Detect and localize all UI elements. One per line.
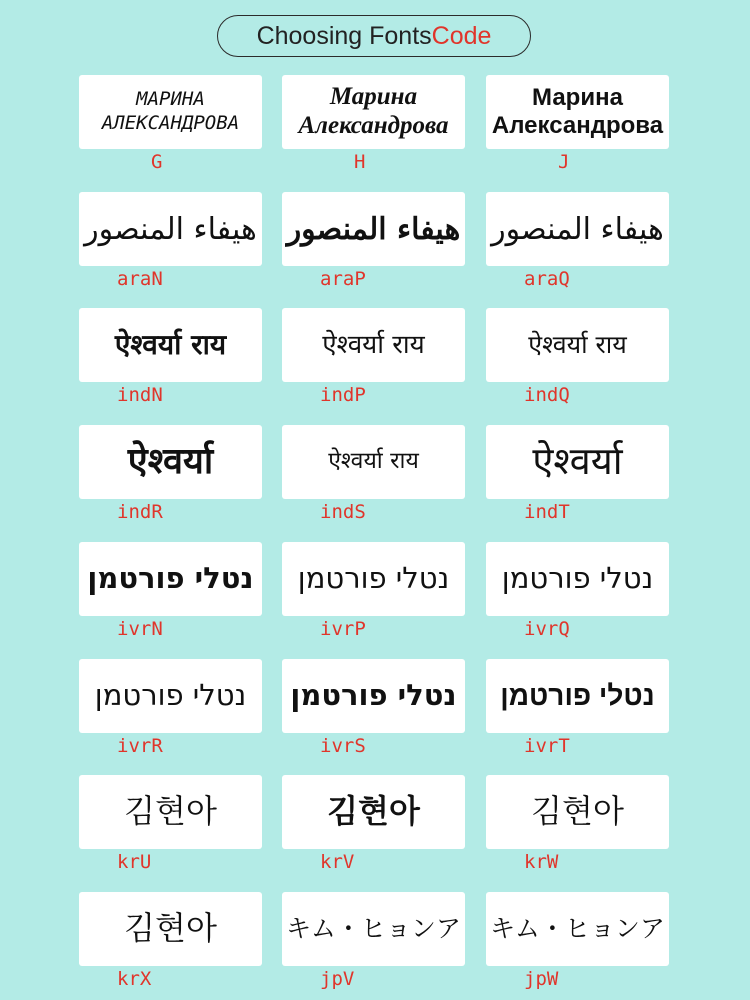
font-sample-text (327, 794, 420, 829)
font-sample-card[interactable] (282, 775, 465, 849)
font-sample-card[interactable] (282, 192, 465, 266)
font-code-label: jpV (320, 968, 355, 990)
font-code-label: indR (117, 501, 163, 523)
font-code-label: J (558, 151, 570, 173)
font-sample-text (328, 449, 419, 474)
font-sample-line: Александрова (298, 112, 449, 139)
font-code-label: indP (320, 384, 366, 406)
font-sample-line: ऐश्वर्या राय (322, 329, 425, 360)
font-sample-text (102, 88, 239, 136)
font-sample-card[interactable] (79, 192, 262, 266)
font-sample-line: ऐश्वर्या राय (328, 448, 419, 475)
font-sample-line: 김현아 (531, 792, 624, 831)
page-title-main: Choosing Fonts (256, 21, 432, 50)
font-sample-card[interactable] (282, 542, 465, 616)
font-sample-line: 김현아 (124, 792, 217, 831)
font-sample-card[interactable] (486, 659, 669, 733)
font-sample-card[interactable] (486, 892, 669, 966)
font-sample-line: АЛЕКСАНДРОВА (101, 112, 240, 134)
font-sample-line: נטלי פורטמן (290, 678, 457, 713)
font-sample-card[interactable] (282, 308, 465, 382)
font-sample-line: ऐश्वर्या (127, 441, 214, 483)
font-sample-text (490, 915, 665, 943)
font-code-label: ivrQ (524, 618, 570, 640)
font-sample-line: キム・ヒョンア (490, 914, 665, 944)
font-sample-card[interactable] (79, 659, 262, 733)
font-code-label: ivrP (320, 618, 366, 640)
font-sample-text (287, 213, 461, 246)
font-sample-text (491, 213, 664, 246)
font-sample-line: هيفاء المنصور (84, 211, 257, 247)
font-sample-card[interactable] (79, 542, 262, 616)
font-sample-card[interactable] (282, 659, 465, 733)
font-sample-card[interactable] (79, 775, 262, 849)
font-sample-line: Марина (532, 84, 623, 112)
font-code-label: ivrT (524, 735, 570, 757)
font-code-label: indQ (524, 384, 570, 406)
font-code-label: H (354, 151, 366, 173)
font-code-label: araQ (524, 268, 570, 290)
font-sample-line: נטלי פורטמן (297, 561, 450, 596)
font-sample-line: נטלי פורטמן (501, 561, 654, 596)
font-sample-card[interactable] (282, 425, 465, 499)
font-sample-text (298, 83, 448, 141)
font-sample-text (84, 213, 257, 246)
font-code-label: krX (117, 968, 152, 990)
font-sample-text (95, 680, 246, 712)
font-code-label: indT (524, 501, 570, 523)
font-sample-card[interactable] (79, 308, 262, 382)
font-sample-text (124, 794, 217, 829)
font-sample-line: Марина (329, 83, 418, 111)
font-code-label: ivrS (320, 735, 366, 757)
font-sample-line: ऐश्वर्या राय (528, 330, 627, 360)
font-sample-card[interactable] (79, 425, 262, 499)
font-sample-card[interactable] (486, 75, 669, 149)
font-sample-card[interactable] (282, 75, 465, 149)
font-sample-text (128, 442, 213, 482)
font-code-label: indS (320, 501, 366, 523)
font-sample-text (87, 563, 253, 595)
font-sample-text (528, 331, 626, 359)
font-code-label: krW (524, 851, 559, 873)
page-title-accent: Code (431, 21, 492, 50)
font-code-label: araN (117, 268, 163, 290)
font-sample-line: Александрова (491, 112, 664, 139)
font-sample-line: נטלי פורטמן (87, 561, 254, 596)
font-sample-line: 김현아 (327, 792, 420, 831)
font-sample-text (290, 680, 456, 712)
font-sample-card[interactable] (486, 425, 669, 499)
font-code-label: ivrR (117, 735, 163, 757)
font-code-label: G (151, 151, 163, 173)
font-sample-card[interactable] (486, 192, 669, 266)
font-sample-card[interactable] (79, 75, 262, 149)
font-code-label: indN (117, 384, 163, 406)
font-sample-line: ऐश्वर्या राय (114, 327, 227, 361)
font-sample-line: ऐश्वर्या (532, 439, 623, 484)
font-code-label: krV (320, 851, 355, 873)
font-sample-line: נטלי פורטמן (500, 679, 655, 711)
font-sample-card[interactable] (79, 892, 262, 966)
font-sample-text (286, 915, 461, 943)
font-sample-card[interactable] (486, 775, 669, 849)
font-sample-text (114, 327, 227, 361)
font-sample-line: هيفاء المنصور (286, 211, 461, 247)
font-sample-line: נטלי פורטמן (94, 678, 247, 713)
font-sample-text (502, 563, 653, 595)
font-code-label: jpW (524, 968, 559, 990)
font-sample-card[interactable] (282, 892, 465, 966)
font-code-label: krU (117, 851, 152, 873)
font-sample-line: هيفاء المنصور (491, 211, 664, 247)
font-sample-line: キム・ヒョンア (286, 914, 461, 944)
font-sample-card[interactable] (486, 308, 669, 382)
font-code-label: araP (320, 268, 366, 290)
font-sample-line: МАРИНА (136, 88, 205, 111)
font-sample-text (532, 441, 622, 483)
font-sample-text (124, 911, 217, 946)
font-code-label: ivrN (117, 618, 163, 640)
font-sample-text (298, 563, 449, 595)
font-sample-text (500, 681, 654, 712)
font-sample-text (492, 84, 663, 139)
font-sample-line: 김현아 (124, 909, 217, 948)
font-sample-card[interactable] (486, 542, 669, 616)
font-sample-text (531, 794, 624, 829)
font-sample-text (322, 331, 424, 360)
